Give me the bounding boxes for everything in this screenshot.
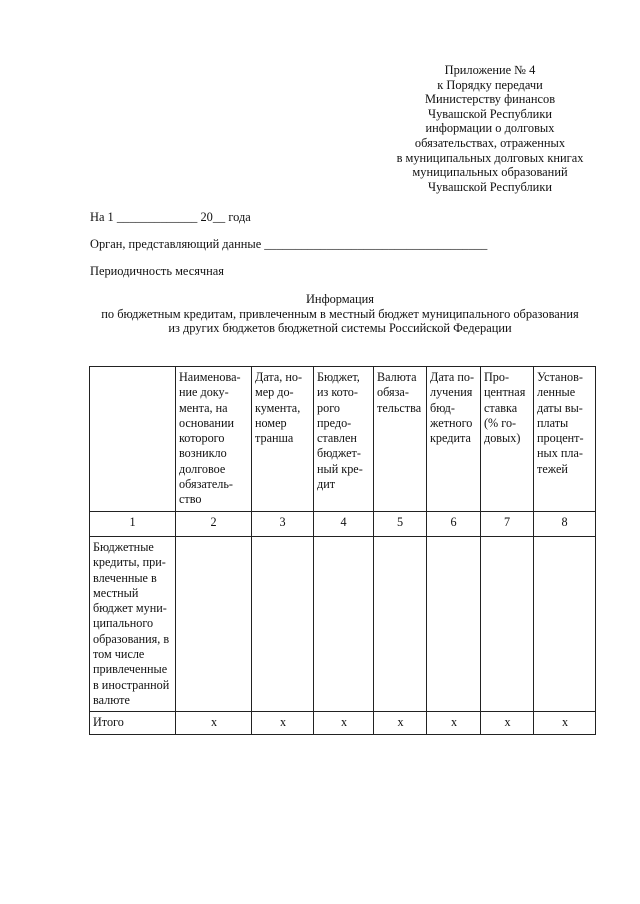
total-value: x <box>427 712 481 734</box>
column-number: 3 <box>252 511 314 536</box>
total-value: x <box>481 712 534 734</box>
periodicity-line: Периодичность месячная <box>90 264 224 278</box>
header-cell-payment-dates: Установ- ленные даты вы- платы процент- ных пла- тежей <box>534 367 596 512</box>
total-row <box>90 712 596 734</box>
column-number: 2 <box>176 511 252 536</box>
header-cell-receipt-date: Дата по- лучения бюд- жетного кредита <box>427 367 481 512</box>
table-cell[interactable] <box>427 536 481 711</box>
appendix-line: Чувашской Республики <box>428 106 552 121</box>
table-cell[interactable] <box>252 536 314 711</box>
appendix-header <box>370 63 610 194</box>
column-number: 8 <box>534 511 596 536</box>
document-title <box>60 292 620 336</box>
total-label: Итого <box>90 712 176 734</box>
column-number: 1 <box>90 511 176 536</box>
appendix-line: муниципальных образований <box>412 165 568 180</box>
table-row <box>90 536 596 711</box>
header-cell-blank <box>90 367 176 512</box>
header-cell-interest-rate: Про- центная ставка (% го- довых) <box>481 367 534 512</box>
appendix-line: в муниципальных долговых книгах <box>396 150 584 165</box>
column-number: 7 <box>481 511 534 536</box>
header-cell-currency: Валюта обяза- тельства <box>374 367 427 512</box>
appendix-line: обязательствах, отраженных <box>414 135 566 150</box>
table-header-row <box>90 367 596 512</box>
table-cell[interactable] <box>176 536 252 711</box>
header-cell-document: Наименова- ние доку- мента, на основании которого возникло долговое обязатель- ство <box>176 367 252 512</box>
column-number: 6 <box>427 511 481 536</box>
header-cell-date-number: Дата, но- мер до- кумента, номер транша <box>252 367 314 512</box>
total-value: x <box>314 712 374 734</box>
total-value: x <box>534 712 596 734</box>
table-cell[interactable] <box>481 536 534 711</box>
column-number-row <box>90 511 596 536</box>
credits-table <box>89 366 596 735</box>
appendix-line: информации о долговых <box>425 121 555 136</box>
appendix-line: Министерству финансов <box>424 92 556 107</box>
row-label-budget-credits: Бюджетные кредиты, при- влеченные в местный бюджет муни- ципального образования, в том числе привлеченные в иностранной валюте <box>90 536 176 711</box>
table-cell[interactable] <box>534 536 596 711</box>
table-cell[interactable] <box>314 536 374 711</box>
appendix-line: к Порядку передачи <box>437 77 543 92</box>
column-number: 5 <box>374 511 427 536</box>
header-cell-source-budget: Бюджет, из кото- рого предо- ставлен бюджет- ный кре- дит <box>314 367 374 512</box>
reporting-body-line: Орган, представляющий данные ____________________________________ <box>90 237 488 251</box>
date-line: На 1 _____________ 20__ года <box>90 210 251 224</box>
total-value: x <box>252 712 314 734</box>
appendix-line: Приложение № 4 <box>444 63 536 77</box>
total-value: x <box>374 712 427 734</box>
title-line-2: по бюджетным кредитам, привлеченным в местный бюджет муниципального образования <box>101 306 579 321</box>
title-line-1: Информация <box>305 292 375 306</box>
appendix-line: Чувашской Республики <box>428 179 552 194</box>
column-number: 4 <box>314 511 374 536</box>
total-value: x <box>176 712 252 734</box>
table-cell[interactable] <box>374 536 427 711</box>
title-line-3: из других бюджетов бюджетной системы Российской Федерации <box>168 321 512 336</box>
